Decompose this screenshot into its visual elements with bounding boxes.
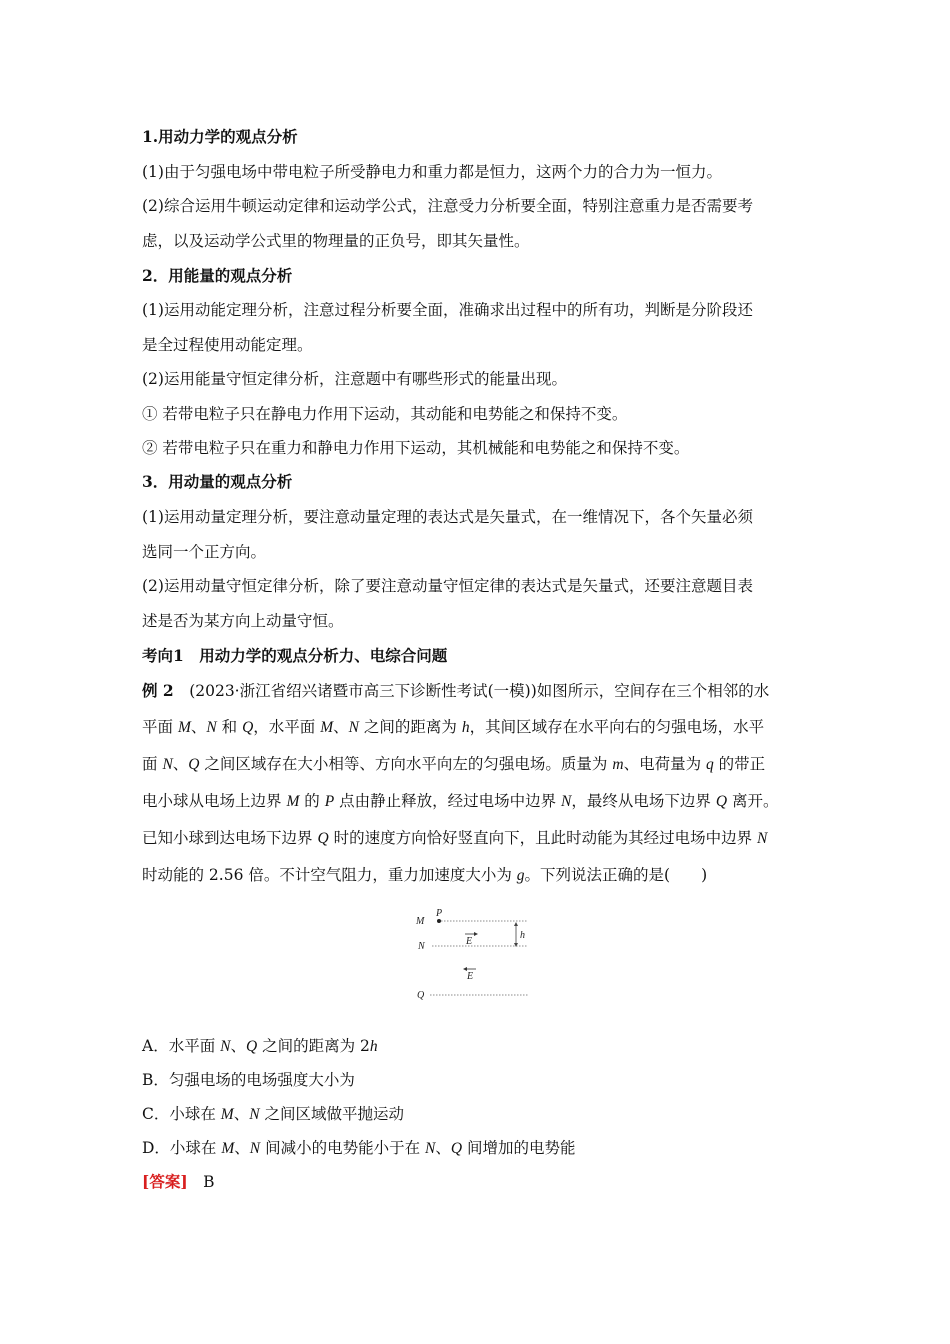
section3-para1-line1: (1)运用动量定理分析，要注意动量定理的表达式是矢量式，在一维情况下，各个矢量必须	[142, 508, 753, 526]
kaoxiang-title: 考向1 用动力学的观点分析力、电综合问题	[142, 646, 448, 665]
example-line6: 时动能的 2.56 倍。不计空气阻力，重力加速度大小为 g。下列说法正确的是( )	[142, 866, 708, 884]
field-diagram	[410, 902, 540, 1002]
example-line5: 已知小球到达电场下边界 Q 时的速度方向恰好竖直向下，且此时动能为其经过电场中边界 N	[142, 829, 768, 847]
section2-para1-line2: 是全过程使用动能定理。	[142, 336, 313, 354]
example-line3: 面 N、Q 之间区域存在大小相等、方向水平向左的匀强电场。质量为 m、电荷量为 q 的带正	[142, 755, 766, 773]
answer-label: [答案]	[142, 1172, 188, 1191]
option-C: C．小球在 M、N 之间区域做平抛运动	[142, 1105, 405, 1123]
label-N: N	[418, 941, 425, 952]
label-E2: E	[467, 971, 474, 982]
example-label: 例 2	[142, 681, 174, 700]
example-line1: 例 2 (2023·浙江省绍兴诸暨市高三下诊断性考试(一模))如图所示，空间存在三个相邻的水	[142, 681, 770, 700]
label-P: P	[436, 908, 443, 919]
section1-title: 1.用动力学的观点分析	[142, 127, 298, 146]
label-E1: E	[466, 936, 473, 947]
label-Q: Q	[417, 990, 425, 1001]
option-B: B．匀强电场的电场强度大小为	[142, 1071, 355, 1089]
answer-line	[142, 1172, 822, 1192]
example-line4: 电小球从电场上边界 M 的 P 点由静止释放，经过电场中边界 N，最终从电场下边界 Q 离开。	[142, 792, 779, 810]
label-h: h	[520, 930, 525, 941]
label-M: M	[416, 916, 425, 927]
section3-title: 3．用动量的观点分析	[142, 472, 293, 491]
section3-para2-line2: 述是否为某方向上动量守恒。	[142, 612, 344, 630]
section1-para2-line1: (2)综合运用牛顿运动定律和运动学公式，注意受力分析要全面，特别注意重力是否需要考	[142, 197, 753, 215]
section2-para2: (2)运用能量守恒定律分析，注意题中有哪些形式的能量出现。	[142, 370, 567, 388]
answer-value: B	[187, 1173, 215, 1191]
section2-title: 2．用能量的观点分析	[142, 266, 293, 285]
arrow-right-icon	[474, 932, 478, 936]
section3-para1-line2: 选同一个正方向。	[142, 543, 267, 561]
option-D: D．小球在 M、N 间减小的电势能小于在 N、Q 间增加的电势能	[142, 1139, 576, 1157]
section2-item1: ① 若带电粒子只在静电力作用下运动，其动能和电势能之和保持不变。	[142, 405, 628, 423]
arrow-up-icon	[514, 922, 518, 926]
example-line2: 平面 M、N 和 Q，水平面 M、N 之间的距离为 h，其间区域存在水平向右的匀强电场，水平	[142, 718, 765, 736]
section2-para1-line1: (1)运用动能定理分析，注意过程分析要全面，准确求出过程中的所有功，判断是分阶段还	[142, 301, 753, 319]
option-A: A．水平面 N、Q 之间的距离为 2h	[142, 1037, 378, 1055]
arrow-down-icon	[514, 943, 518, 947]
section1-para1: (1)由于匀强电场中带电粒子所受静电力和重力都是恒力，这两个力的合力为一恒力。	[142, 163, 722, 181]
section1-para2-line2: 虑，以及运动学公式里的物理量的正负号，即其矢量性。	[142, 232, 530, 250]
point-P	[437, 919, 441, 923]
section2-item2: ② 若带电粒子只在重力和静电力作用下运动，其机械能和电势能之和保持不变。	[142, 439, 690, 457]
section3-para2-line1: (2)运用动量守恒定律分析，除了要注意动量守恒定律的表达式是矢量式，还要注意题目表	[142, 577, 753, 595]
